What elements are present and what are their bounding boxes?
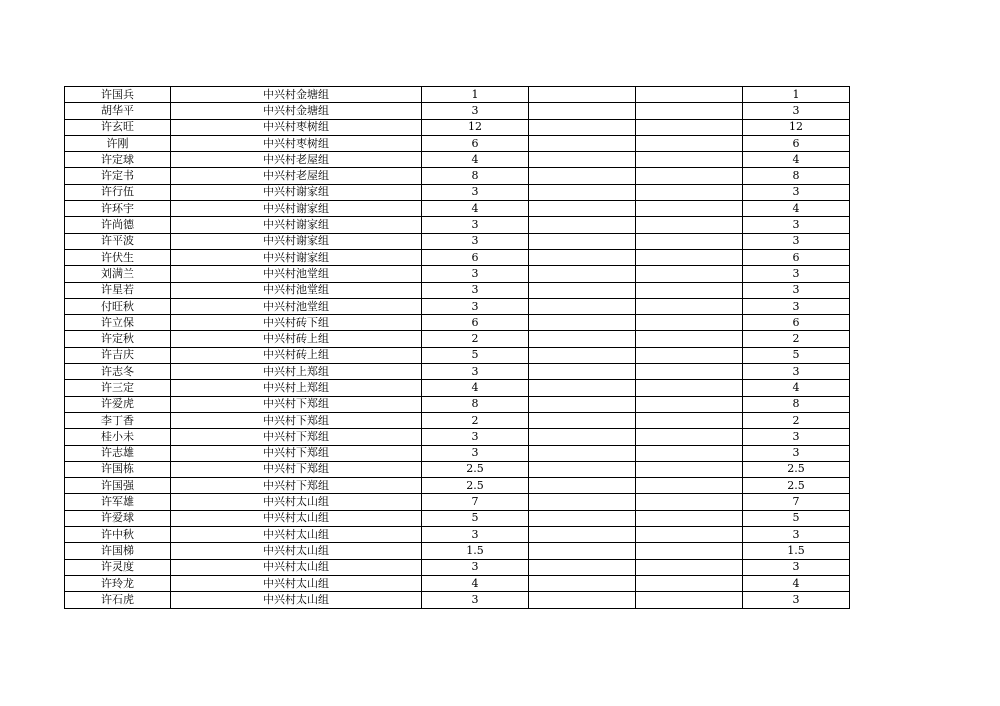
quantity-cell[interactable]: 4 (422, 575, 529, 591)
name-cell[interactable]: 许国兵 (65, 87, 171, 103)
empty-cell[interactable] (636, 429, 743, 445)
empty-cell[interactable] (529, 478, 636, 494)
total-cell[interactable]: 3 (743, 559, 850, 575)
total-cell[interactable]: 4 (743, 380, 850, 396)
name-cell[interactable]: 许定球 (65, 152, 171, 168)
location-cell[interactable]: 中兴村砖上组 (171, 331, 422, 347)
location-cell[interactable]: 中兴村谢家组 (171, 184, 422, 200)
name-cell[interactable]: 胡华平 (65, 103, 171, 119)
empty-cell[interactable] (636, 282, 743, 298)
total-cell[interactable]: 3 (743, 429, 850, 445)
total-cell[interactable]: 3 (743, 592, 850, 608)
location-cell[interactable]: 中兴村下郑组 (171, 412, 422, 428)
total-cell[interactable]: 2.5 (743, 461, 850, 477)
empty-cell[interactable] (636, 510, 743, 526)
empty-cell[interactable] (636, 184, 743, 200)
quantity-cell[interactable]: 4 (422, 201, 529, 217)
table-row (65, 233, 850, 249)
empty-cell[interactable] (529, 282, 636, 298)
table-row (65, 445, 850, 461)
location-cell[interactable]: 中兴村太山组 (171, 559, 422, 575)
total-cell[interactable]: 8 (743, 168, 850, 184)
name-cell[interactable]: 许军雄 (65, 494, 171, 510)
quantity-cell[interactable]: 3 (422, 592, 529, 608)
total-cell[interactable]: 5 (743, 347, 850, 363)
empty-cell[interactable] (636, 364, 743, 380)
empty-cell[interactable] (636, 445, 743, 461)
location-cell[interactable]: 中兴村上郑组 (171, 364, 422, 380)
location-cell[interactable]: 中兴村老屋组 (171, 152, 422, 168)
empty-cell[interactable] (636, 103, 743, 119)
quantity-cell[interactable]: 1 (422, 87, 529, 103)
location-cell[interactable]: 中兴村下郑组 (171, 461, 422, 477)
table-row (65, 429, 850, 445)
quantity-cell[interactable]: 3 (422, 429, 529, 445)
table-row (65, 119, 850, 135)
table-row (65, 412, 850, 428)
total-cell[interactable]: 3 (743, 298, 850, 314)
total-cell[interactable]: 4 (743, 152, 850, 168)
table-row (65, 559, 850, 575)
name-cell[interactable]: 许志雄 (65, 445, 171, 461)
empty-cell[interactable] (636, 380, 743, 396)
empty-cell[interactable] (636, 592, 743, 608)
empty-cell[interactable] (529, 201, 636, 217)
empty-cell[interactable] (636, 527, 743, 543)
location-cell[interactable]: 中兴村太山组 (171, 543, 422, 559)
name-cell[interactable]: 许志冬 (65, 364, 171, 380)
empty-cell[interactable] (529, 119, 636, 135)
total-cell[interactable]: 3 (743, 103, 850, 119)
empty-cell[interactable] (636, 494, 743, 510)
empty-cell[interactable] (636, 87, 743, 103)
empty-cell[interactable] (529, 249, 636, 265)
quantity-cell[interactable]: 3 (422, 445, 529, 461)
empty-cell[interactable] (636, 478, 743, 494)
total-cell[interactable]: 4 (743, 575, 850, 591)
empty-cell[interactable] (636, 217, 743, 233)
table-row (65, 249, 850, 265)
name-cell[interactable]: 许星若 (65, 282, 171, 298)
name-cell[interactable]: 许中秋 (65, 527, 171, 543)
location-cell[interactable]: 中兴村老屋组 (171, 168, 422, 184)
empty-cell[interactable] (529, 396, 636, 412)
data-table (64, 86, 850, 609)
quantity-cell[interactable]: 3 (422, 103, 529, 119)
name-cell[interactable]: 许国栋 (65, 461, 171, 477)
total-cell[interactable]: 6 (743, 315, 850, 331)
empty-cell[interactable] (636, 575, 743, 591)
empty-cell[interactable] (529, 575, 636, 591)
table-row (65, 380, 850, 396)
location-cell[interactable]: 中兴村谢家组 (171, 233, 422, 249)
location-cell[interactable]: 中兴村下郑组 (171, 445, 422, 461)
total-cell[interactable]: 4 (743, 201, 850, 217)
empty-cell[interactable] (529, 87, 636, 103)
location-cell[interactable]: 中兴村太山组 (171, 527, 422, 543)
location-cell[interactable]: 中兴村池堂组 (171, 266, 422, 282)
table-row (65, 184, 850, 200)
name-cell[interactable]: 许刚 (65, 135, 171, 151)
table-row (65, 364, 850, 380)
quantity-cell[interactable]: 3 (422, 298, 529, 314)
name-cell[interactable]: 许环宇 (65, 201, 171, 217)
table-row (65, 103, 850, 119)
location-cell[interactable]: 中兴村太山组 (171, 592, 422, 608)
table-row (65, 527, 850, 543)
quantity-cell[interactable]: 8 (422, 396, 529, 412)
empty-cell[interactable] (636, 347, 743, 363)
quantity-cell[interactable]: 3 (422, 527, 529, 543)
empty-cell[interactable] (636, 543, 743, 559)
quantity-cell[interactable]: 3 (422, 217, 529, 233)
total-cell[interactable]: 3 (743, 266, 850, 282)
quantity-cell[interactable]: 1.5 (422, 543, 529, 559)
location-cell[interactable]: 中兴村砖下组 (171, 315, 422, 331)
table-body (65, 87, 850, 609)
table-row (65, 168, 850, 184)
quantity-cell[interactable]: 3 (422, 266, 529, 282)
total-cell[interactable]: 2 (743, 412, 850, 428)
table-row (65, 461, 850, 477)
empty-cell[interactable] (636, 461, 743, 477)
location-cell[interactable]: 中兴村谢家组 (171, 201, 422, 217)
location-cell[interactable]: 中兴村枣树组 (171, 119, 422, 135)
name-cell[interactable]: 桂小未 (65, 429, 171, 445)
empty-cell[interactable] (636, 168, 743, 184)
total-cell[interactable]: 6 (743, 135, 850, 151)
total-cell[interactable]: 3 (743, 217, 850, 233)
quantity-cell[interactable]: 2.5 (422, 461, 529, 477)
empty-cell[interactable] (529, 380, 636, 396)
table-row (65, 543, 850, 559)
name-cell[interactable]: 付旺秋 (65, 298, 171, 314)
empty-cell[interactable] (529, 298, 636, 314)
name-cell[interactable]: 许吉庆 (65, 347, 171, 363)
name-cell[interactable]: 许定秋 (65, 331, 171, 347)
total-cell[interactable]: 2 (743, 331, 850, 347)
empty-cell[interactable] (529, 429, 636, 445)
table-row (65, 152, 850, 168)
table-row (65, 575, 850, 591)
table-row (65, 298, 850, 314)
location-cell[interactable]: 中兴村池堂组 (171, 298, 422, 314)
quantity-cell[interactable]: 3 (422, 282, 529, 298)
location-cell[interactable]: 中兴村金塘组 (171, 87, 422, 103)
quantity-cell[interactable]: 3 (422, 364, 529, 380)
empty-cell[interactable] (636, 201, 743, 217)
empty-cell[interactable] (529, 510, 636, 526)
spreadsheet-page (64, 86, 850, 609)
quantity-cell[interactable]: 6 (422, 135, 529, 151)
quantity-cell[interactable]: 3 (422, 184, 529, 200)
quantity-cell[interactable]: 6 (422, 249, 529, 265)
total-cell[interactable]: 6 (743, 249, 850, 265)
empty-cell[interactable] (529, 217, 636, 233)
empty-cell[interactable] (636, 119, 743, 135)
name-cell[interactable]: 刘满兰 (65, 266, 171, 282)
table-row (65, 478, 850, 494)
total-cell[interactable]: 8 (743, 396, 850, 412)
table-row (65, 494, 850, 510)
quantity-cell[interactable]: 3 (422, 559, 529, 575)
name-cell[interactable]: 许玲龙 (65, 575, 171, 591)
empty-cell[interactable] (636, 412, 743, 428)
name-cell[interactable]: 许三定 (65, 380, 171, 396)
quantity-cell[interactable]: 3 (422, 233, 529, 249)
empty-cell[interactable] (529, 184, 636, 200)
location-cell[interactable]: 中兴村池堂组 (171, 282, 422, 298)
empty-cell[interactable] (636, 396, 743, 412)
name-cell[interactable]: 许尚德 (65, 217, 171, 233)
empty-cell[interactable] (529, 592, 636, 608)
location-cell[interactable]: 中兴村太山组 (171, 575, 422, 591)
name-cell[interactable]: 许灵度 (65, 559, 171, 575)
empty-cell[interactable] (529, 347, 636, 363)
empty-cell[interactable] (636, 298, 743, 314)
empty-cell[interactable] (636, 559, 743, 575)
empty-cell[interactable] (636, 135, 743, 151)
empty-cell[interactable] (529, 445, 636, 461)
location-cell[interactable]: 中兴村枣树组 (171, 135, 422, 151)
name-cell[interactable]: 许平波 (65, 233, 171, 249)
name-cell[interactable]: 许国强 (65, 478, 171, 494)
name-cell[interactable]: 许立保 (65, 315, 171, 331)
table-row (65, 201, 850, 217)
empty-cell[interactable] (529, 412, 636, 428)
quantity-cell[interactable]: 8 (422, 168, 529, 184)
location-cell[interactable]: 中兴村砖上组 (171, 347, 422, 363)
total-cell[interactable]: 2.5 (743, 478, 850, 494)
empty-cell[interactable] (529, 543, 636, 559)
empty-cell[interactable] (529, 233, 636, 249)
empty-cell[interactable] (636, 331, 743, 347)
location-cell[interactable]: 中兴村太山组 (171, 494, 422, 510)
table-row (65, 87, 850, 103)
empty-cell[interactable] (529, 168, 636, 184)
empty-cell[interactable] (529, 461, 636, 477)
empty-cell[interactable] (636, 233, 743, 249)
name-cell[interactable]: 许行伍 (65, 184, 171, 200)
total-cell[interactable]: 3 (743, 445, 850, 461)
name-cell[interactable]: 李丁香 (65, 412, 171, 428)
location-cell[interactable]: 中兴村下郑组 (171, 429, 422, 445)
table-row (65, 592, 850, 608)
quantity-cell[interactable]: 4 (422, 152, 529, 168)
quantity-cell[interactable]: 5 (422, 347, 529, 363)
table-row (65, 510, 850, 526)
quantity-cell[interactable]: 7 (422, 494, 529, 510)
empty-cell[interactable] (636, 315, 743, 331)
quantity-cell[interactable]: 2 (422, 412, 529, 428)
name-cell[interactable]: 许爱球 (65, 510, 171, 526)
empty-cell[interactable] (529, 315, 636, 331)
empty-cell[interactable] (636, 249, 743, 265)
total-cell[interactable]: 7 (743, 494, 850, 510)
location-cell[interactable]: 中兴村下郑组 (171, 396, 422, 412)
table-row (65, 217, 850, 233)
location-cell[interactable]: 中兴村谢家组 (171, 249, 422, 265)
empty-cell[interactable] (529, 103, 636, 119)
total-cell[interactable]: 1.5 (743, 543, 850, 559)
name-cell[interactable]: 许石虎 (65, 592, 171, 608)
table-row (65, 347, 850, 363)
location-cell[interactable]: 中兴村太山组 (171, 510, 422, 526)
name-cell[interactable]: 许定书 (65, 168, 171, 184)
empty-cell[interactable] (636, 152, 743, 168)
total-cell[interactable]: 12 (743, 119, 850, 135)
total-cell[interactable]: 3 (743, 282, 850, 298)
table-row (65, 331, 850, 347)
empty-cell[interactable] (529, 364, 636, 380)
total-cell[interactable]: 3 (743, 364, 850, 380)
total-cell[interactable]: 3 (743, 184, 850, 200)
location-cell[interactable]: 中兴村上郑组 (171, 380, 422, 396)
total-cell[interactable]: 1 (743, 87, 850, 103)
table-row (65, 266, 850, 282)
empty-cell[interactable] (529, 559, 636, 575)
empty-cell[interactable] (529, 152, 636, 168)
quantity-cell[interactable]: 6 (422, 315, 529, 331)
total-cell[interactable]: 3 (743, 233, 850, 249)
empty-cell[interactable] (529, 266, 636, 282)
name-cell[interactable]: 许国梯 (65, 543, 171, 559)
name-cell[interactable]: 许爱虎 (65, 396, 171, 412)
table-row (65, 396, 850, 412)
total-cell[interactable]: 3 (743, 527, 850, 543)
name-cell[interactable]: 许玄旺 (65, 119, 171, 135)
empty-cell[interactable] (636, 266, 743, 282)
empty-cell[interactable] (529, 527, 636, 543)
quantity-cell[interactable]: 4 (422, 380, 529, 396)
name-cell[interactable]: 许伏生 (65, 249, 171, 265)
empty-cell[interactable] (529, 331, 636, 347)
quantity-cell[interactable]: 12 (422, 119, 529, 135)
table-row (65, 282, 850, 298)
total-cell[interactable]: 5 (743, 510, 850, 526)
quantity-cell[interactable]: 2.5 (422, 478, 529, 494)
empty-cell[interactable] (529, 135, 636, 151)
location-cell[interactable]: 中兴村金塘组 (171, 103, 422, 119)
table-row (65, 315, 850, 331)
location-cell[interactable]: 中兴村下郑组 (171, 478, 422, 494)
empty-cell[interactable] (529, 494, 636, 510)
quantity-cell[interactable]: 5 (422, 510, 529, 526)
location-cell[interactable]: 中兴村谢家组 (171, 217, 422, 233)
quantity-cell[interactable]: 2 (422, 331, 529, 347)
table-row (65, 135, 850, 151)
